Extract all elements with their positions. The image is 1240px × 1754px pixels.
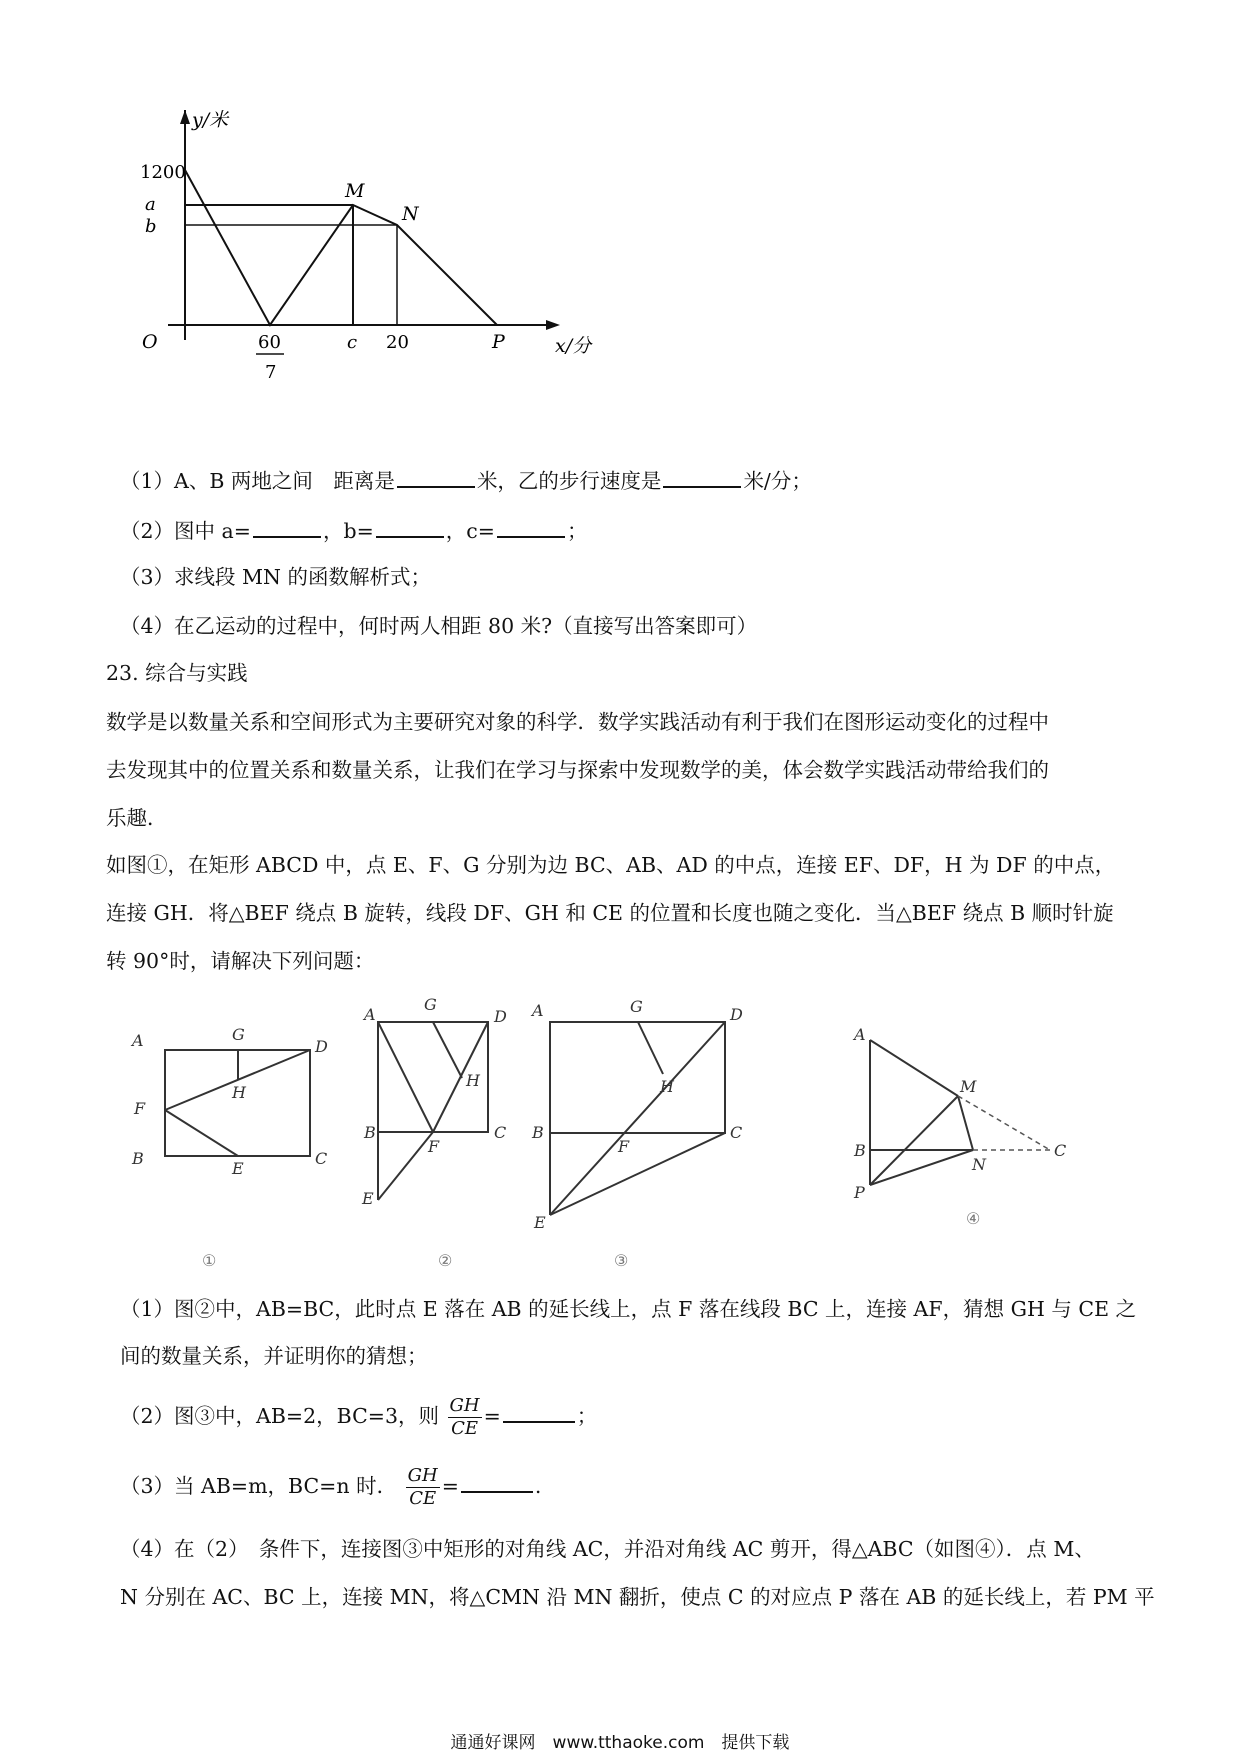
distance-time-graph (140, 110, 610, 430)
fig3-label-f: F (618, 1137, 630, 1156)
answer-blank[interactable] (253, 514, 321, 538)
fig2-label-e: E (362, 1189, 374, 1208)
figure-3 (550, 1022, 725, 1215)
q22-part1-text-b: 米，乙的步行速度是 (476, 469, 662, 493)
q23-part2 (120, 1395, 597, 1440)
q23-part3-text: （3）当 AB=m，BC=n 时． (120, 1474, 398, 1498)
page-footer: 通通好课网 www.tthaoke.com 提供下载 (450, 1733, 790, 1753)
fig1-label-h: H (232, 1083, 246, 1102)
answer-blank[interactable] (397, 464, 475, 488)
fig1-label-d: D (315, 1037, 328, 1056)
y-axis-arrow (180, 110, 190, 124)
fig2-label-h: H (466, 1071, 480, 1090)
y-axis-label: y/米 (192, 110, 229, 131)
fig3-label-b: B (532, 1123, 544, 1142)
gh-over-ce-fraction (448, 1395, 482, 1440)
origin-label: O (142, 331, 158, 353)
distance-curve (185, 170, 497, 325)
fig3-label-c: C (730, 1123, 743, 1142)
q23-part3 (120, 1465, 541, 1510)
fig1-label-e: E (232, 1159, 244, 1178)
fig1-label-g: G (232, 1025, 245, 1044)
fig1-label-f: F (134, 1099, 146, 1118)
q22-part2-text-d: ； (566, 519, 588, 543)
x-axis-arrow (546, 320, 560, 330)
point-m-label: M (345, 180, 365, 202)
x-tick-frac-num: 60 (258, 332, 281, 353)
fraction-numerator: GH (407, 1465, 438, 1486)
fig1-label-a: A (132, 1031, 144, 1050)
fig1-label-b: B (132, 1149, 144, 1168)
fig4-label-c: C (1054, 1141, 1067, 1160)
point-p-label: P (492, 331, 505, 353)
y-tick-1200: 1200 (140, 162, 186, 183)
x-tick-20: 20 (386, 332, 409, 353)
q23-paragraph-line: 乐趣． (106, 806, 168, 830)
figure-2 (378, 1022, 488, 1200)
fig2-label-g: G (424, 995, 437, 1014)
answer-blank[interactable] (376, 514, 444, 538)
q23-paragraph-line: 如图①，在矩形 ABCD 中，点 E、F、G 分别为边 BC、AB、AD 的中点，连接 EF、DF，H 为 DF 的中点， (106, 853, 1116, 877)
fig4-label-b: B (854, 1141, 866, 1160)
q23-paragraph-line: 连接 GH．将△BEF 绕点 B 旋转，线段 DF、GH 和 CE 的位置和长度也随之变化．当△BEF 绕点 B 顺时针旋 (106, 901, 1114, 925)
fig3-label-e: E (534, 1213, 546, 1232)
x-axis-label: x/分 (555, 335, 592, 357)
q23-part3-end: . (534, 1474, 542, 1498)
answer-blank[interactable] (663, 464, 741, 488)
q23-part2-end: ； (576, 1404, 598, 1428)
q22-part2-text-c: ，c= (445, 519, 495, 543)
fig2-label-d: D (494, 1007, 507, 1026)
figure-4 (870, 1040, 973, 1185)
answer-blank[interactable] (503, 1399, 575, 1423)
figure-number-3: ③ (614, 1251, 629, 1270)
figure-number-1: ① (202, 1251, 217, 1270)
fig3-label-g: G (630, 997, 643, 1016)
q23-part4-line1: （4）在（2） 条件下，连接图③中矩形的对角线 AC，并沿对角线 AC 剪开，得△ABC（如图④）．点 M、 (120, 1537, 1095, 1561)
fig1-label-c: C (315, 1149, 328, 1168)
equals-sign: = (483, 1404, 501, 1428)
q22-part2-text-a: （2）图中 a= (120, 519, 251, 543)
q22-part1 (120, 464, 812, 496)
fig3-label-d: D (730, 1005, 743, 1024)
fraction-denominator: CE (409, 1488, 437, 1509)
q23-paragraph-line: 转 90°时，请解决下列问题： (106, 949, 375, 973)
fig2-label-f: F (428, 1137, 440, 1156)
q22-part3: （3）求线段 MN 的函数解析式； (120, 565, 432, 589)
fig4-label-m: M (960, 1077, 977, 1096)
q23-part1-line1: （1）图②中，AB=BC，此时点 E 落在 AB 的延长线上，点 F 落在线段 BC 上，连接 AF，猜想 GH 与 CE 之 (120, 1297, 1137, 1321)
fig4-label-n: N (972, 1155, 986, 1174)
q23-title: 23. 综合与实践 (106, 661, 248, 685)
figure-1 (165, 1050, 310, 1156)
y-tick-a: a (145, 194, 156, 215)
fig2-label-b: B (364, 1123, 376, 1142)
q23-part1-line2: 间的数量关系，并证明你的猜想； (120, 1344, 428, 1368)
fraction-numerator: GH (449, 1395, 480, 1416)
q23-paragraph-line: 数学是以数量关系和空间形式为主要研究对象的科学．数学实践活动有利于我们在图形运动变化的过程中 (106, 710, 1049, 734)
fraction-denominator: CE (451, 1418, 479, 1439)
q22-part1-text-c: 米/分； (743, 469, 812, 493)
fig2-label-a: A (364, 1005, 376, 1024)
x-tick-c: c (347, 332, 358, 353)
q22-part1-text-a: （1）A、B 两地之间 距离是 (120, 469, 395, 493)
fig4-label-p: P (854, 1183, 865, 1202)
figure-number-2: ② (438, 1251, 453, 1270)
q22-part4: （4）在乙运动的过程中，何时两人相距 80 米?（直接写出答案即可） (120, 614, 758, 638)
fig4-label-a: A (854, 1025, 866, 1044)
q23-paragraph-line: 去发现其中的位置关系和数量关系，让我们在学习与探索中发现数学的美，体会数学实践活动带给我们的 (106, 758, 1049, 782)
fig3-label-h: H (660, 1077, 674, 1096)
y-tick-b: b (145, 216, 157, 237)
geometry-figures (110, 990, 1130, 1275)
fig2-label-c: C (494, 1123, 507, 1142)
gh-over-ce-fraction (406, 1465, 440, 1510)
q23-part4-line2: N 分别在 AC、BC 上，连接 MN，将△CMN 沿 MN 翻折，使点 C 的对应点 P 落在 AB 的延长线上，若 PM 平 (120, 1585, 1155, 1609)
answer-blank[interactable] (461, 1469, 533, 1493)
figure-number-4: ④ (966, 1209, 981, 1228)
q22-part2-text-b: ，b= (322, 519, 374, 543)
x-tick-frac-den: 7 (265, 362, 277, 383)
q23-part2-text: （2）图③中，AB=2，BC=3，则 (120, 1404, 439, 1428)
point-n-label: N (402, 203, 419, 225)
equals-sign: = (441, 1474, 459, 1498)
fig3-label-a: A (532, 1001, 544, 1020)
answer-blank[interactable] (497, 514, 565, 538)
q22-part2 (120, 514, 587, 546)
